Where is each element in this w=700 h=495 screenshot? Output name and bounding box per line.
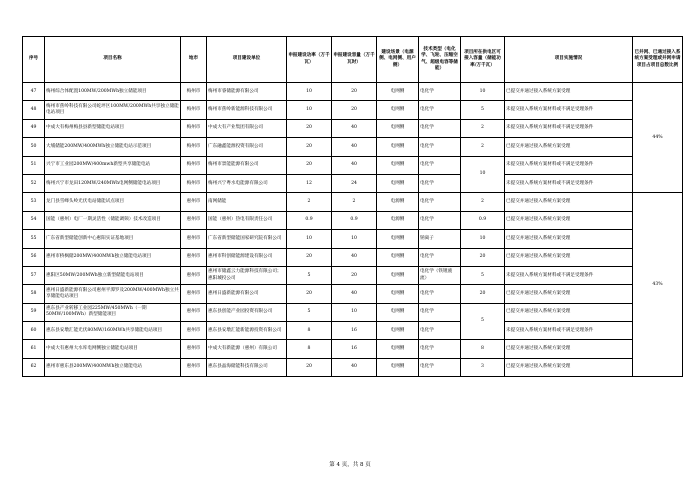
cell-tech: 电化学: [419, 303, 461, 321]
cell-location: 电网侧: [377, 303, 419, 321]
cell-access: 0.9: [461, 211, 505, 229]
cell-name: 国能（惠州）电厂一期灵活性（储能调频）技术改造项目: [45, 211, 181, 229]
cell-power: 10: [287, 101, 332, 119]
cell-name: 梅州兴宁市龙田120MW/240MWh电网侧储能电站项目: [45, 174, 181, 192]
cell-seq: 54: [23, 211, 45, 229]
cell-location: 电网侧: [377, 174, 419, 192]
cell-city: 惠州市: [181, 193, 207, 211]
cell-seq: 62: [23, 358, 45, 376]
cell-unit: 中成大有产业集团有限公司: [207, 119, 287, 137]
cell-location: 电网侧: [377, 156, 419, 174]
cell-location: 电网侧: [377, 83, 419, 101]
cell-status: 未提交接入系统方案材料或不满足受理条件: [505, 119, 633, 137]
cell-city: 惠州市: [181, 266, 207, 284]
cell-tech: 电化学: [419, 119, 461, 137]
cell-status: 已提交并通过接入系统方案受理: [505, 230, 633, 248]
cell-name: 惠东县产业转移工业园225MW/450MWh（一期50MW/100MWh）新型储能项目: [45, 303, 181, 321]
cell-name: 龙门县雪峰头岭光伏电站储能试点项目: [45, 193, 181, 211]
header-capacity: 申报建设容量（万千瓦时）: [332, 37, 377, 83]
cell-status: 已提交并通过接入系统方案受理: [505, 285, 633, 303]
header-unit: 项目建设单位: [207, 37, 287, 83]
cell-name: 梅州综合体配置100MW/200MWh独立储能项目: [45, 83, 181, 101]
cell-city: 梅州市: [181, 156, 207, 174]
cell-status: 已提交并通过接入系统方案受理: [505, 248, 633, 266]
cell-status: 已提交并通过接入系统方案受理: [505, 358, 633, 376]
cell-capacity: 40: [332, 285, 377, 303]
header-ratio: 已并网、已通过接入系统方案受理或并网申请项目占项目总数比例: [633, 37, 683, 83]
header-power: 申报建设功率（万千瓦）: [287, 37, 332, 83]
cell-city: 惠州市: [181, 358, 207, 376]
cell-capacity: 40: [332, 156, 377, 174]
cell-city: 梅州市: [181, 138, 207, 156]
cell-tech: 电化学: [419, 340, 461, 358]
cell-status: 未提交接入系统方案材料或不满足受理条件: [505, 156, 633, 174]
header-tech: 技术类型（电化学、飞轮、压缩空气、超级电容等储能）: [419, 37, 461, 83]
cell-city: 梅州市: [181, 119, 207, 137]
cell-seq: 53: [23, 193, 45, 211]
cell-access: 2: [461, 193, 505, 211]
cell-name: 惠阳区50MW/200MWh独立新型储能电站项目: [45, 266, 181, 284]
cell-unit: 惠东县晶海储能科技有限公司: [207, 358, 287, 376]
cell-status: 未提交接入系统方案材料或不满足受理条件: [505, 101, 633, 119]
cell-name: 中成大有惠州大水库电网侧独立储能电站项目: [45, 340, 181, 358]
cell-tech: 电化学: [419, 358, 461, 376]
cell-city: 惠州市: [181, 340, 207, 358]
cell-access: 8: [461, 340, 505, 358]
cell-capacity: 16: [332, 340, 377, 358]
header-status: 项目实施情况: [505, 37, 633, 83]
cell-capacity: 16: [332, 322, 377, 340]
cell-unit: 梅州市睿储能源有限公司: [207, 83, 287, 101]
cell-capacity: 20: [332, 83, 377, 101]
cell-unit: 梅州市蕉岭新能源科技有限公司: [207, 101, 287, 119]
table-row: [23, 358, 683, 376]
table-row: [23, 193, 683, 211]
cell-location: 电网侧: [377, 340, 419, 358]
cell-seq: 59: [23, 303, 45, 321]
cell-tech: 电化学: [419, 285, 461, 303]
cell-unit: 广东省新型储能国家研究院有限公司: [207, 230, 287, 248]
cell-capacity: 40: [332, 138, 377, 156]
table-row: [23, 285, 683, 303]
cell-city: 惠州市: [181, 211, 207, 229]
cell-power: 20: [287, 358, 332, 376]
cell-city: 梅州市: [181, 83, 207, 101]
cell-capacity: 20: [332, 266, 377, 284]
cell-seq: 60: [23, 322, 45, 340]
cell-access: 5: [461, 266, 505, 284]
cell-location: 电网侧: [377, 230, 419, 248]
cell-city: 惠州市: [181, 322, 207, 340]
cell-name: 惠州市桥枫储200MW/400MWh独立储能电站项目: [45, 248, 181, 266]
table-row: [23, 174, 683, 192]
cell-capacity: 20: [332, 101, 377, 119]
cell-name: 梅州市蕉岭科技有限公司蛇坪区100MW/200MWh共享独立储能电站项目: [45, 101, 181, 119]
cell-city: 惠州市: [181, 230, 207, 248]
cell-capacity: 10: [332, 230, 377, 248]
cell-access: 2: [461, 138, 505, 156]
cell-status: 未提交接入系统方案材料或不满足受理条件: [505, 174, 633, 192]
cell-tech: 电化学: [419, 83, 461, 101]
cell-status: 已提交并通过接入系统方案受理: [505, 340, 633, 358]
cell-power: 5: [287, 266, 332, 284]
header-access: 项目所在供电区可接入容量（储能功率/万千瓦）: [461, 37, 505, 83]
cell-capacity: 40: [332, 248, 377, 266]
cell-seq: 58: [23, 285, 45, 303]
cell-power: 20: [287, 138, 332, 156]
cell-seq: 56: [23, 248, 45, 266]
cell-capacity: 40: [332, 119, 377, 137]
cell-power: 20: [287, 119, 332, 137]
cell-tech: 电化学: [419, 248, 461, 266]
cell-tech: 电化学: [419, 156, 461, 174]
header-row: [23, 37, 683, 83]
cell-city: 梅州市: [181, 174, 207, 192]
cell-unit: 南网储能: [207, 193, 287, 211]
cell-power: 8: [287, 322, 332, 340]
cell-power: 20: [287, 285, 332, 303]
cell-unit: 中成大有新能源（惠州）有限公司: [207, 340, 287, 358]
table-row: [23, 248, 683, 266]
cell-ratio-meizhou: 44%: [633, 83, 683, 193]
cell-unit: 惠东县创能产业园投资有限公司: [207, 303, 287, 321]
cell-capacity: 10: [332, 303, 377, 321]
cell-capacity: 0.9: [332, 211, 377, 229]
cell-city: 惠州市: [181, 303, 207, 321]
cell-name: 惠州市惠东县200MW/400MWh独立储能电站: [45, 358, 181, 376]
cell-location: 电网侧: [377, 119, 419, 137]
cell-power: 0.9: [287, 211, 332, 229]
table-row: [23, 303, 683, 321]
cell-seq: 49: [23, 119, 45, 137]
cell-power: 10: [287, 230, 332, 248]
cell-name: 惠东县安墩汇能光伏80MW/160MWh共享储能电站项目: [45, 322, 181, 340]
cell-power: 2: [287, 193, 332, 211]
cell-power: 8: [287, 340, 332, 358]
cell-unit: 惠州市科创储能源建设有限公司: [207, 248, 287, 266]
cell-power: 12: [287, 174, 332, 192]
cell-tech: 钠离子: [419, 230, 461, 248]
cell-seq: 47: [23, 83, 45, 101]
header-seq: 序号: [23, 37, 45, 83]
cell-location: 电网侧: [377, 138, 419, 156]
cell-tech: 电化学: [419, 322, 461, 340]
table-row: [23, 211, 683, 229]
cell-tech: 电化学: [419, 101, 461, 119]
cell-location: 电网侧: [377, 358, 419, 376]
cell-seq: 48: [23, 101, 45, 119]
table-row: [23, 138, 683, 156]
cell-tech: 电化学: [419, 138, 461, 156]
header-city: 地市: [181, 37, 207, 83]
cell-location: 电源侧: [377, 193, 419, 211]
cell-location: 电源侧: [377, 211, 419, 229]
cell-location: 电网侧: [377, 285, 419, 303]
cell-name: 惠州日盛新能源有限公司惠州平潭罗及200MW/400MWh独立共享储能电站项目: [45, 285, 181, 303]
cell-power: 20: [287, 156, 332, 174]
cell-seq: 55: [23, 230, 45, 248]
cell-status: 已提交并通过接入系统方案受理: [505, 303, 633, 321]
cell-seq: 61: [23, 340, 45, 358]
cell-access-merged: 5: [461, 303, 505, 340]
table-row: [23, 119, 683, 137]
table-row: [23, 266, 683, 284]
cell-unit: 惠州市储鑫云力能源科技有限公司；惠阳城投公司: [207, 266, 287, 284]
table-row: [23, 83, 683, 101]
cell-location: 电网侧: [377, 266, 419, 284]
cell-unit: 广东融鑫能源投资有限公司: [207, 138, 287, 156]
cell-seq: 57: [23, 266, 45, 284]
table-row: [23, 101, 683, 119]
cell-city: 梅州市: [181, 101, 207, 119]
cell-name: 广东省新型储能创新中心惠阳实证基地项目: [45, 230, 181, 248]
cell-access: 10: [461, 83, 505, 101]
header-name: 项目名称: [45, 37, 181, 83]
cell-tech: 电化学: [419, 211, 461, 229]
table-row: [23, 340, 683, 358]
cell-seq: 52: [23, 174, 45, 192]
cell-unit: 梅州兴宁粤水电能源有限公司: [207, 174, 287, 192]
cell-ratio-huizhou: 43%: [633, 193, 683, 377]
table-row: [23, 230, 683, 248]
cell-tech: 电化学: [419, 193, 461, 211]
cell-access: 3: [461, 358, 505, 376]
cell-city: 惠州市: [181, 248, 207, 266]
cell-power: 5: [287, 303, 332, 321]
cell-location: 电网侧: [377, 248, 419, 266]
cell-capacity: 2: [332, 193, 377, 211]
cell-tech: 电化学（铁锂液流）: [419, 266, 461, 284]
cell-status: 已提交并通过接入系统方案受理: [505, 211, 633, 229]
cell-access: 2: [461, 119, 505, 137]
cell-power: 10: [287, 83, 332, 101]
cell-access: 10: [461, 230, 505, 248]
cell-unit: 梅州市景能能源有限公司: [207, 156, 287, 174]
cell-name: 大埔储能200MW/400MWh独立储能电站示范项目: [45, 138, 181, 156]
table-row: [23, 156, 683, 174]
cell-power: 20: [287, 248, 332, 266]
cell-status: 未提交接入系统方案材料或不满足受理条件: [505, 266, 633, 284]
cell-status: 未提交接入系统方案材料或不满足受理条件: [505, 322, 633, 340]
cell-unit: 国能（惠州）热电有限责任公司: [207, 211, 287, 229]
cell-name: 兴宁市工业园200MW/400mwh新型共享储能电站: [45, 156, 181, 174]
cell-unit: 惠州日盛新能源有限公司: [207, 285, 287, 303]
cell-access: 5: [461, 101, 505, 119]
cell-capacity: 24: [332, 174, 377, 192]
cell-seq: 50: [23, 138, 45, 156]
cell-status: 已提交并通过接入系统方案受理: [505, 138, 633, 156]
cell-status: 已提交并通过接入系统方案受理: [505, 193, 633, 211]
cell-seq: 51: [23, 156, 45, 174]
cell-access: 20: [461, 248, 505, 266]
cell-name: 中成大有梅州梅县县新型储能电站项目: [45, 119, 181, 137]
page-footer: 第 4 页，共 8 页: [329, 462, 371, 468]
cell-tech: 电化学: [419, 174, 461, 192]
cell-access-merged: 10: [461, 156, 505, 193]
table-row: [23, 322, 683, 340]
cell-unit: 惠东县安墩汇能新能源投资有限公司: [207, 322, 287, 340]
cell-city: 惠州市: [181, 285, 207, 303]
cell-location: 电网侧: [377, 101, 419, 119]
header-location: 建设场景（电源侧、电网侧、用户侧）: [377, 37, 419, 83]
cell-capacity: 40: [332, 358, 377, 376]
cell-status: 已提交并通过接入系统方案受理: [505, 83, 633, 101]
cell-location: 电网侧: [377, 322, 419, 340]
cell-access: 20: [461, 285, 505, 303]
project-table: [22, 36, 683, 377]
